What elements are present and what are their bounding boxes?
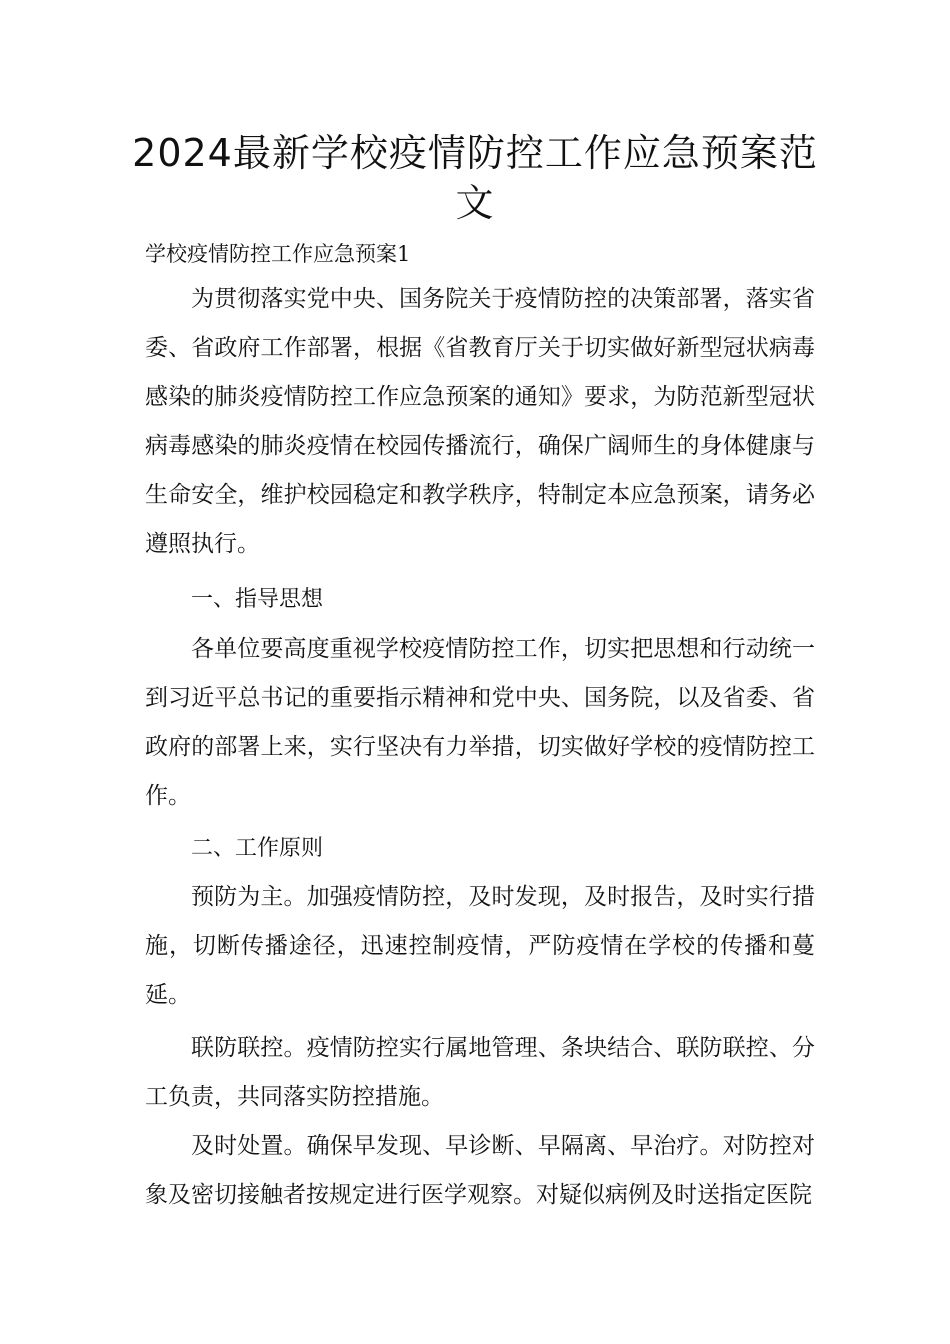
document-title: 2024最新学校疫情防控工作应急预案范文 <box>132 131 818 225</box>
intro-paragraph: 为贯彻落实党中央、国务院关于疫情防控的决策部署，落实省委、省政府工作部署，根据《省教育厅关于切实做好新型冠状病毒感染的肺炎疫情防控工作应急预案的通知》要求，为防范新型冠状病毒感染的肺炎疫情在校园传播流行，确保广阔师生的身体健康与生命安全，维护校园稳定和教学秩序，特制定本应急预案，请务必遵照执行。 <box>145 286 815 557</box>
principle-paragraph-timely-handling: 及时处置。确保早发现、早诊断、早隔离、早治疗。对防控对象及密切接触者按规定进行医学观察。对疑似病例及时送指定医院 <box>145 1133 815 1208</box>
section-heading-work-principles: 二、工作原则 <box>191 836 324 861</box>
document-subtitle: 学校疫情防控工作应急预案1 <box>145 242 411 266</box>
principle-paragraph-prevention: 预防为主。加强疫情防控，及时发现，及时报告，及时实行措施，切断传播途径，迅速控制疫情，严防疫情在学校的传播和蔓延。 <box>145 884 815 1008</box>
section-heading-guiding-ideology: 一、指导思想 <box>191 587 324 612</box>
principle-paragraph-joint-control: 联防联控。疫情防控实行属地管理、条块结合、联防联控、分工负责，共同落实防控措施。 <box>145 1035 815 1110</box>
section-paragraph-guiding-ideology: 各单位要高度重视学校疫情防控工作，切实把思想和行动统一到习近平总书记的重要指示精神和党中央、国务院，以及省委、省政府的部署上来，实行坚决有力举措，切实做好学校的疫情防控工作。 <box>145 636 815 809</box>
